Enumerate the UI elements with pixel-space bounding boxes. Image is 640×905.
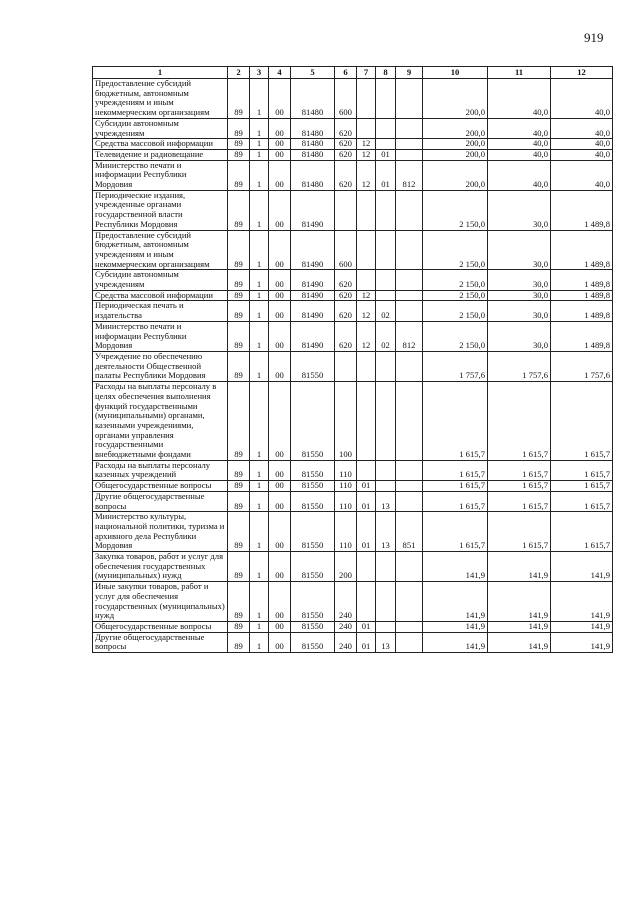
table-row [93,460,613,480]
cell-code-8 [376,460,396,480]
cell-code-2: 89 [228,552,250,582]
cell-amount-12: 1 489,8 [551,321,613,351]
cell-amount-11: 40,0 [488,160,551,190]
cell-amount-12: 1 615,7 [551,382,613,461]
cell-code-6: 110 [335,512,357,552]
cell-code-3: 1 [250,621,269,632]
table-row [93,79,613,119]
cell-code-7 [357,382,376,461]
cell-amount-11: 30,0 [488,270,551,290]
cell-code-4: 00 [269,481,291,492]
cell-amount-10: 2 150,0 [423,321,488,351]
cell-amount-10: 200,0 [423,160,488,190]
cell-amount-11: 40,0 [488,139,551,150]
cell-amount-12: 1 615,7 [551,491,613,511]
cell-code-9 [396,270,423,290]
budget-table [92,66,613,653]
table-row [93,512,613,552]
column-header: 5 [291,67,335,79]
cell-amount-11: 30,0 [488,321,551,351]
cell-code-3: 1 [250,582,269,622]
cell-code-9 [396,491,423,511]
cell-code-4: 00 [269,160,291,190]
cell-amount-10: 1 615,7 [423,512,488,552]
cell-code-7 [357,230,376,270]
cell-amount-12: 141,9 [551,621,613,632]
cell-code-2: 89 [228,160,250,190]
cell-code-2: 89 [228,582,250,622]
cell-amount-12: 1 489,8 [551,270,613,290]
cell-code-8: 01 [376,149,396,160]
cell-amount-10: 1 757,6 [423,351,488,381]
cell-code-5: 81550 [291,351,335,381]
cell-amount-10: 200,0 [423,149,488,160]
cell-amount-12: 141,9 [551,552,613,582]
cell-code-7: 12 [357,321,376,351]
table-row [93,270,613,290]
cell-code-9 [396,190,423,230]
cell-code-2: 89 [228,190,250,230]
cell-amount-10: 1 615,7 [423,382,488,461]
cell-code-9 [396,632,423,652]
table-row [93,301,613,321]
cell-code-6: 620 [335,270,357,290]
cell-code-5: 81490 [291,270,335,290]
cell-amount-12: 1 489,8 [551,301,613,321]
cell-amount-11: 30,0 [488,301,551,321]
cell-amount-12: 1 615,7 [551,512,613,552]
cell-name: Периодические издания, учрежденные органами государственной власти Республики Мордовия [93,190,228,230]
cell-name: Телевидение и радиовещание [93,149,228,160]
cell-code-2: 89 [228,481,250,492]
cell-amount-10: 141,9 [423,552,488,582]
column-header: 6 [335,67,357,79]
cell-code-5: 81490 [291,290,335,301]
table-row [93,190,613,230]
cell-code-8: 13 [376,512,396,552]
cell-code-9: 851 [396,512,423,552]
cell-code-6: 620 [335,139,357,150]
cell-code-4: 00 [269,621,291,632]
cell-amount-10: 1 615,7 [423,481,488,492]
cell-code-4: 00 [269,512,291,552]
cell-code-4: 00 [269,582,291,622]
cell-code-6: 240 [335,582,357,622]
cell-amount-11: 141,9 [488,621,551,632]
cell-amount-12: 141,9 [551,582,613,622]
cell-amount-12: 141,9 [551,632,613,652]
cell-code-6: 240 [335,621,357,632]
cell-code-3: 1 [250,270,269,290]
table-row [93,382,613,461]
cell-code-3: 1 [250,552,269,582]
cell-code-2: 89 [228,621,250,632]
cell-code-3: 1 [250,149,269,160]
cell-code-8 [376,270,396,290]
cell-code-6 [335,351,357,381]
cell-code-3: 1 [250,351,269,381]
cell-code-6: 600 [335,79,357,119]
cell-amount-12: 40,0 [551,118,613,138]
cell-code-3: 1 [250,321,269,351]
cell-code-3: 1 [250,190,269,230]
cell-amount-12: 1 489,8 [551,290,613,301]
cell-amount-11: 1 757,6 [488,351,551,381]
cell-amount-11: 141,9 [488,552,551,582]
cell-code-4: 00 [269,321,291,351]
cell-code-8 [376,382,396,461]
cell-code-6: 620 [335,321,357,351]
cell-code-9 [396,582,423,622]
cell-code-2: 89 [228,460,250,480]
cell-code-4: 00 [269,79,291,119]
cell-code-7 [357,460,376,480]
cell-name: Средства массовой информации [93,290,228,301]
cell-code-6: 620 [335,160,357,190]
cell-amount-11: 1 615,7 [488,481,551,492]
table-row [93,160,613,190]
table-header-row [93,67,613,79]
cell-code-9 [396,301,423,321]
cell-amount-10: 200,0 [423,79,488,119]
cell-code-5: 81550 [291,512,335,552]
cell-code-6: 620 [335,149,357,160]
cell-name: Субсидии автономным учреждениям [93,118,228,138]
cell-code-4: 00 [269,301,291,321]
cell-code-8 [376,230,396,270]
cell-code-2: 89 [228,301,250,321]
cell-name: Периодическая печать и издательства [93,301,228,321]
cell-amount-10: 141,9 [423,582,488,622]
cell-amount-10: 1 615,7 [423,491,488,511]
table-row [93,139,613,150]
cell-code-2: 89 [228,491,250,511]
cell-name: Учреждение по обеспечению деятельности Общественной палаты Республики Мордовия [93,351,228,381]
cell-code-2: 89 [228,118,250,138]
cell-code-4: 00 [269,552,291,582]
cell-code-7: 12 [357,301,376,321]
cell-name: Расходы на выплаты персоналу казенных учреждений [93,460,228,480]
cell-code-5: 81550 [291,491,335,511]
table-row [93,552,613,582]
cell-code-2: 89 [228,321,250,351]
cell-amount-10: 2 150,0 [423,270,488,290]
cell-amount-10: 2 150,0 [423,190,488,230]
cell-amount-10: 1 615,7 [423,460,488,480]
cell-code-8: 13 [376,632,396,652]
cell-code-8 [376,552,396,582]
cell-code-6 [335,190,357,230]
table-row [93,118,613,138]
cell-code-2: 89 [228,632,250,652]
cell-code-9 [396,230,423,270]
cell-code-6: 600 [335,230,357,270]
cell-code-8: 01 [376,160,396,190]
cell-amount-10: 2 150,0 [423,230,488,270]
cell-code-8 [376,139,396,150]
column-header: 9 [396,67,423,79]
cell-code-7 [357,270,376,290]
cell-amount-11: 1 615,7 [488,491,551,511]
cell-code-6: 110 [335,460,357,480]
cell-name: Предоставление субсидий бюджетным, автономным учреждениям и иным некоммерческим организациям [93,79,228,119]
cell-amount-11: 1 615,7 [488,512,551,552]
cell-code-7: 01 [357,621,376,632]
cell-code-6: 620 [335,290,357,301]
cell-amount-12: 40,0 [551,79,613,119]
cell-code-5: 81480 [291,139,335,150]
cell-code-9 [396,139,423,150]
cell-code-5: 81550 [291,552,335,582]
cell-code-9 [396,382,423,461]
cell-code-9 [396,290,423,301]
cell-code-8: 02 [376,321,396,351]
cell-code-9 [396,460,423,480]
cell-name: Средства массовой информации [93,139,228,150]
cell-code-9 [396,118,423,138]
cell-code-5: 81550 [291,621,335,632]
cell-code-8 [376,79,396,119]
table-row [93,351,613,381]
cell-amount-10: 2 150,0 [423,301,488,321]
cell-name: Общегосударственные вопросы [93,481,228,492]
cell-amount-12: 40,0 [551,149,613,160]
cell-code-4: 00 [269,632,291,652]
cell-amount-12: 40,0 [551,139,613,150]
cell-code-7: 12 [357,139,376,150]
cell-code-6: 110 [335,491,357,511]
cell-code-2: 89 [228,382,250,461]
cell-code-4: 00 [269,290,291,301]
cell-code-8 [376,190,396,230]
column-header: 12 [551,67,613,79]
column-header: 3 [250,67,269,79]
cell-name: Другие общегосударственные вопросы [93,491,228,511]
cell-code-9 [396,351,423,381]
column-header: 1 [93,67,228,79]
cell-code-5: 81550 [291,632,335,652]
table-row [93,230,613,270]
cell-amount-11: 141,9 [488,582,551,622]
column-header: 2 [228,67,250,79]
cell-code-7: 01 [357,632,376,652]
cell-code-3: 1 [250,481,269,492]
cell-amount-11: 40,0 [488,118,551,138]
cell-code-9 [396,149,423,160]
cell-code-8 [376,351,396,381]
cell-code-2: 89 [228,139,250,150]
cell-code-5: 81490 [291,190,335,230]
cell-code-8 [376,118,396,138]
table-row [93,321,613,351]
cell-code-7: 12 [357,160,376,190]
cell-code-8 [376,290,396,301]
cell-amount-11: 141,9 [488,632,551,652]
cell-code-3: 1 [250,79,269,119]
cell-code-2: 89 [228,79,250,119]
cell-code-7: 01 [357,481,376,492]
cell-amount-11: 30,0 [488,290,551,301]
cell-code-4: 00 [269,460,291,480]
cell-name: Министерство культуры, национальной политики, туризма и архивного дела Республики Мордовия [93,512,228,552]
cell-code-7 [357,552,376,582]
cell-code-5: 81480 [291,79,335,119]
cell-code-5: 81550 [291,582,335,622]
cell-amount-11: 40,0 [488,79,551,119]
cell-code-7 [357,118,376,138]
cell-code-5: 81480 [291,149,335,160]
cell-code-3: 1 [250,632,269,652]
cell-code-2: 89 [228,270,250,290]
cell-code-9: 812 [396,321,423,351]
column-header: 10 [423,67,488,79]
table-row [93,632,613,652]
cell-code-7: 01 [357,512,376,552]
cell-code-7 [357,79,376,119]
cell-code-6: 240 [335,632,357,652]
cell-code-2: 89 [228,290,250,301]
cell-code-9 [396,621,423,632]
cell-code-6: 110 [335,481,357,492]
cell-code-7 [357,582,376,622]
cell-code-5: 81490 [291,230,335,270]
cell-amount-11: 30,0 [488,190,551,230]
cell-code-6: 200 [335,552,357,582]
cell-code-3: 1 [250,118,269,138]
cell-code-5: 81480 [291,118,335,138]
cell-name: Расходы на выплаты персоналу в целях обеспечения выполнения функций государственными (муниципальными) органами, казенными учреждениями, органами управления государственными внебюджетными фондами [93,382,228,461]
table-row [93,491,613,511]
cell-code-5: 81490 [291,301,335,321]
cell-code-4: 00 [269,491,291,511]
cell-code-8: 02 [376,301,396,321]
cell-code-3: 1 [250,139,269,150]
cell-code-8 [376,621,396,632]
cell-code-5: 81550 [291,481,335,492]
cell-amount-10: 200,0 [423,139,488,150]
cell-code-4: 00 [269,149,291,160]
cell-code-7: 12 [357,149,376,160]
cell-code-6: 100 [335,382,357,461]
cell-code-2: 89 [228,230,250,270]
cell-name: Общегосударственные вопросы [93,621,228,632]
cell-amount-10: 2 150,0 [423,290,488,301]
cell-code-6: 620 [335,118,357,138]
cell-code-3: 1 [250,512,269,552]
column-header: 4 [269,67,291,79]
cell-code-5: 81550 [291,460,335,480]
cell-name: Министерство печати и информации Республики Мордовия [93,321,228,351]
cell-code-9: 812 [396,160,423,190]
cell-code-3: 1 [250,460,269,480]
cell-amount-12: 40,0 [551,160,613,190]
cell-name: Другие общегосударственные вопросы [93,632,228,652]
cell-code-3: 1 [250,160,269,190]
cell-amount-11: 1 615,7 [488,460,551,480]
table-row [93,290,613,301]
cell-code-9 [396,552,423,582]
cell-code-4: 00 [269,382,291,461]
column-header: 7 [357,67,376,79]
cell-code-2: 89 [228,351,250,381]
table-row [93,481,613,492]
cell-code-4: 00 [269,230,291,270]
cell-amount-12: 1 615,7 [551,460,613,480]
cell-amount-11: 40,0 [488,149,551,160]
cell-code-7: 12 [357,290,376,301]
cell-code-2: 89 [228,512,250,552]
cell-name: Субсидии автономным учреждениям [93,270,228,290]
table-row [93,149,613,160]
page-number: 919 [584,30,604,45]
cell-amount-12: 1 615,7 [551,481,613,492]
column-header: 11 [488,67,551,79]
cell-name: Закупка товаров, работ и услуг для обеспечения государственных (муниципальных) нужд [93,552,228,582]
cell-amount-10: 141,9 [423,632,488,652]
cell-code-7: 01 [357,491,376,511]
cell-amount-10: 200,0 [423,118,488,138]
cell-code-3: 1 [250,290,269,301]
table-row [93,582,613,622]
cell-code-4: 00 [269,118,291,138]
table-row [93,621,613,632]
cell-amount-12: 1 489,8 [551,190,613,230]
column-header: 8 [376,67,396,79]
cell-code-7 [357,190,376,230]
cell-code-4: 00 [269,270,291,290]
cell-amount-12: 1 489,8 [551,230,613,270]
cell-code-8 [376,582,396,622]
cell-code-9 [396,481,423,492]
cell-code-3: 1 [250,301,269,321]
cell-amount-10: 141,9 [423,621,488,632]
cell-code-3: 1 [250,491,269,511]
cell-code-4: 00 [269,351,291,381]
cell-code-5: 81490 [291,321,335,351]
cell-code-8 [376,481,396,492]
cell-amount-12: 1 757,6 [551,351,613,381]
cell-code-3: 1 [250,230,269,270]
cell-code-2: 89 [228,149,250,160]
cell-code-5: 81480 [291,160,335,190]
cell-code-6: 620 [335,301,357,321]
cell-name: Иные закупки товаров, работ и услуг для обеспечения государственных (муниципальных) нужд [93,582,228,622]
cell-name: Министерство печати и информации Республики Мордовия [93,160,228,190]
cell-code-7 [357,351,376,381]
cell-code-5: 81550 [291,382,335,461]
cell-code-3: 1 [250,382,269,461]
cell-code-8: 13 [376,491,396,511]
cell-amount-11: 1 615,7 [488,382,551,461]
cell-name: Предоставление субсидий бюджетным, автономным учреждениям и иным некоммерческим организациям [93,230,228,270]
cell-code-9 [396,79,423,119]
cell-code-4: 00 [269,139,291,150]
cell-code-4: 00 [269,190,291,230]
cell-amount-11: 30,0 [488,230,551,270]
